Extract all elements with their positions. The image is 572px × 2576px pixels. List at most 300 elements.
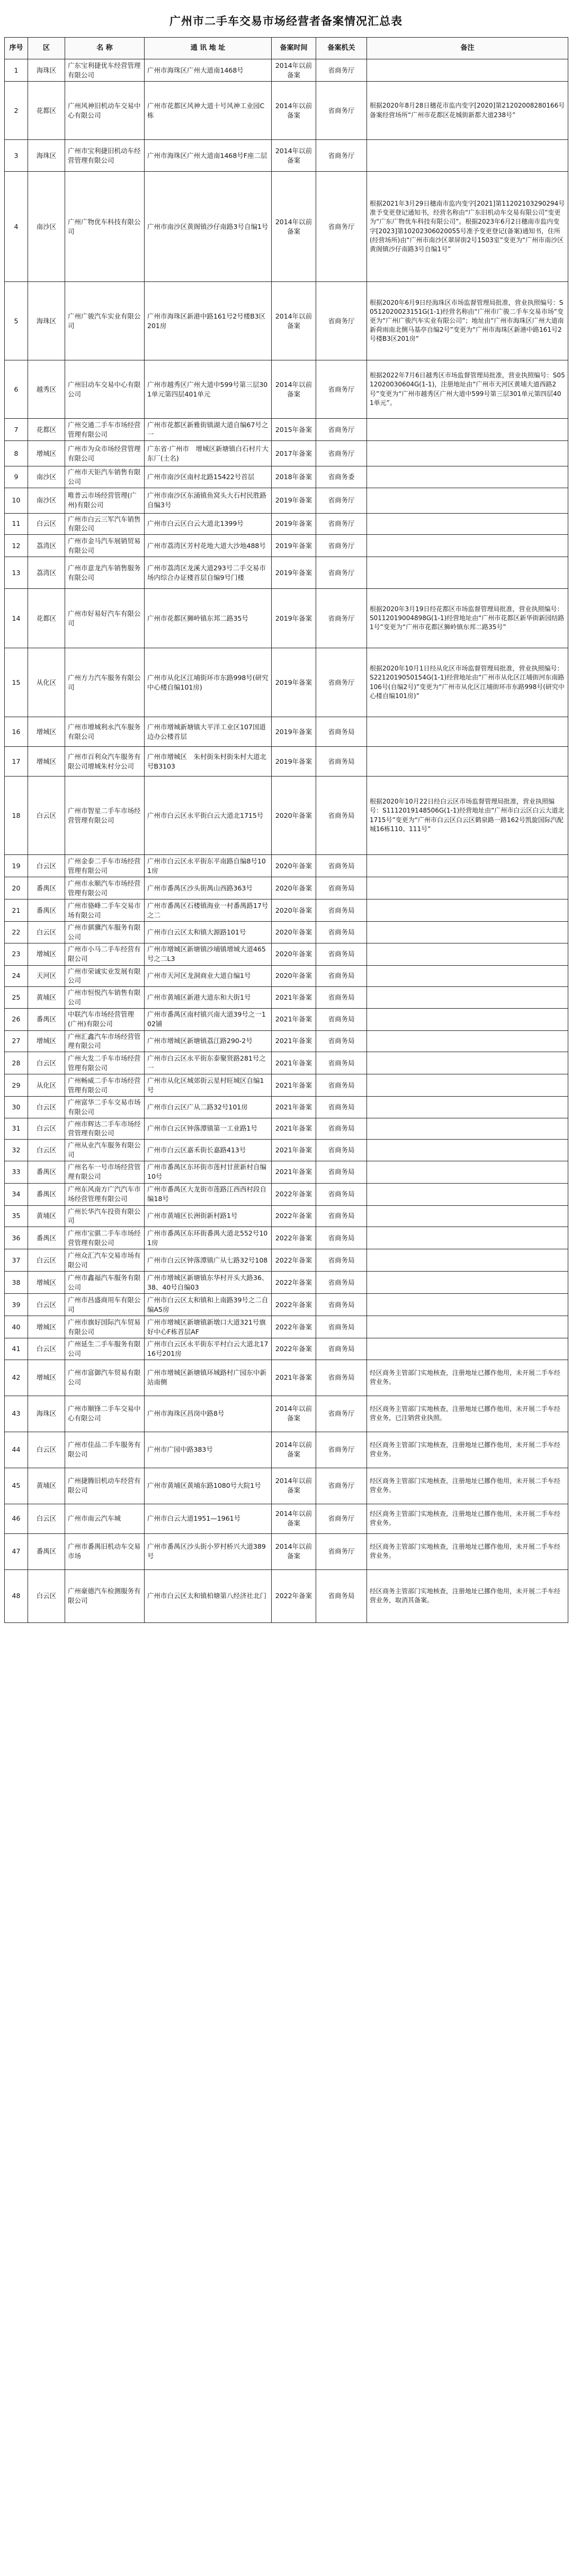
row-agency: 省商务厅 [316,282,367,360]
row-name: 广州市百利众汽车服务有限公司增城朱村分公司 [65,747,145,777]
row-agency: 省商务局 [316,965,367,987]
row-name: 广州市骐骥汽车服务有限公司 [65,922,145,943]
row-number: 11 [5,513,28,535]
row-address: 广州市白云区太和镇和上南路39号之二自编A5房 [145,1294,272,1316]
row-agency: 省商务局 [316,899,367,922]
row-number: 46 [5,1504,28,1533]
row-remark: 根据2022年7月6日越秀区市场监督管理局批准，营业执照编号：S0512020030604G(1-1)，注册地址由“广州市天河区黄埔大道西路2号”变更为“广州市越秀区广州大道中599号第三层301单元第四层401单元”。 [367,360,568,419]
row-address: 广州市白云区永平街白云大道北1715号 [145,777,272,855]
row-time: 2020年备案 [272,899,316,922]
row-name: 广州名车一号市场经营管理有限公司 [65,1161,145,1183]
row-district: 南沙区 [28,172,65,282]
row-number: 48 [5,1569,28,1622]
row-district: 增城区 [28,717,65,747]
header-district: 区 [28,38,65,59]
row-address: 广州市番禺区南村镇兴南大道39号之一102铺 [145,1008,272,1030]
row-remark [367,1052,568,1074]
row-remark: 经区商务主管部门实地核查，注册地址已挪作他用，未开展二手车经营业务，已注销营业执照。 [367,1396,568,1432]
row-number: 17 [5,747,28,777]
row-name: 唯普云市场经营管理(广州)有限公司 [65,488,145,513]
row-name: 广州市昌盛商用车有限公司 [65,1294,145,1316]
row-remark: 根据2020年10月22日经白云区市场监督管理局批准，营业执照编号：S1112019148506G(1-1)经营地址由“广州市白云区白云大道北1715号”变更为“广州市白云区白云区鹤泉路一路162号凯旋国际汽配城16栋110、111号” [367,777,568,855]
row-address: 广州市海珠区广州大道南1468号F座二层 [145,140,272,172]
row-district: 白云区 [28,1504,65,1533]
row-time: 2021年备案 [272,1074,316,1097]
row-address: 广州市花都区新雅街镇湖大道自编67号之一 [145,419,272,441]
row-address: 广州市白云区白云大道北1399号 [145,513,272,535]
table-row [5,899,568,922]
row-agency: 省商务厅 [316,441,367,466]
row-agency: 省商务局 [316,1249,367,1272]
row-address: 广州市荔湾区龙溪大道293号二手交易市场内综合办证楼首层自编9号门楼 [145,557,272,589]
row-name: 广州市南云汽车城 [65,1504,145,1533]
row-remark [367,1316,568,1338]
row-time: 2022年备案 [272,1294,316,1316]
row-agency: 省商务局 [316,987,367,1009]
row-address: 广东省·广州市 增城区新塘镇白石村片大东厂(土名) [145,441,272,466]
row-district: 从化区 [28,1074,65,1097]
row-remark [367,1030,568,1052]
table-row [5,466,568,488]
row-agency: 省商务局 [316,1097,367,1118]
row-address: 广州市白云区太和镇大源路101号 [145,922,272,943]
table-row [5,943,568,965]
row-address: 广州市从化区江埔街环市东路998号(研究中心楼自编101房) [145,648,272,717]
row-district: 增城区 [28,1030,65,1052]
row-name: 广东宝利捷优车经营管理有限公司 [65,59,145,82]
row-number: 7 [5,419,28,441]
row-agency: 省商务局 [316,855,367,877]
row-district: 黄埔区 [28,1205,65,1227]
row-name: 广州方力汽车服务有限公司 [65,648,145,717]
row-remark: 经区商务主管部门实地核查，注册地址已挪作他用，未开展二手车经营业务。 [367,1360,568,1396]
row-name: 广州市宝骐二手车市场经营管理有限公司 [65,1227,145,1249]
row-number: 43 [5,1396,28,1432]
header-name: 名 称 [65,38,145,59]
row-agency: 省商务厅 [316,1432,367,1468]
row-time: 2019年备案 [272,648,316,717]
row-address: 广州市增城新塘镇大平洋工业区107国道边办公楼首层 [145,717,272,747]
row-number: 15 [5,648,28,717]
row-remark [367,717,568,747]
row-address: 广州市荔湾区芳村花地大道大沙地488号 [145,535,272,557]
row-name: 广州风神旧机动车交易中心有限公司 [65,82,145,140]
row-name: 广州富华二手车交易市场有限公司 [65,1097,145,1118]
row-agency: 省商务局 [316,1140,367,1161]
row-time: 2014年以前备案 [272,82,316,140]
row-time: 2014年以前备案 [272,360,316,419]
row-district: 增城区 [28,1316,65,1338]
row-remark: 根据2020年8月28日穗花市监内变字[2020]第21202008280166号备案经营场所“广州市花都区花城街新都大道238号” [367,82,568,140]
row-district: 白云区 [28,1569,65,1622]
row-remark [367,441,568,466]
row-remark [367,1227,568,1249]
row-district: 花都区 [28,589,65,648]
row-district: 白云区 [28,513,65,535]
row-number: 32 [5,1140,28,1161]
row-agency: 省商务局 [316,922,367,943]
row-name: 广州东风南方广汽汽车市场经营管理有限公司 [65,1183,145,1205]
row-address: 广州市白云区钟落潭镇广从七路32号108 [145,1249,272,1272]
row-name: 广州市意龙汽车销售服务有限公司 [65,557,145,589]
row-agency: 省商务厅 [316,140,367,172]
row-name: 广州畅威二手车市场经营管理有限公司 [65,1074,145,1097]
row-remark [367,557,568,589]
table-row [5,717,568,747]
row-district: 南沙区 [28,488,65,513]
row-agency: 省商务局 [316,1074,367,1097]
row-remark [367,1272,568,1294]
row-number: 27 [5,1030,28,1052]
table-row [5,1360,568,1396]
row-address: 广州市增城区新塘镇新墩口大道321号旗好中心F栋首层AF [145,1316,272,1338]
header-no: 序号 [5,38,28,59]
row-agency: 省商务厅 [316,513,367,535]
table-body [5,59,568,1623]
row-time: 2014年以前备案 [272,282,316,360]
header-agency: 备案机关 [316,38,367,59]
row-address: 广州市花都区狮岭镇东邦二路35号 [145,589,272,648]
row-time: 2021年备案 [272,1140,316,1161]
row-time: 2021年备案 [272,1052,316,1074]
table-row [5,1249,568,1272]
table-row [5,140,568,172]
row-number: 38 [5,1272,28,1294]
row-remark: 根据2021年3月29日穗南市监内变字[2021]第11202103290294号准予变更登记通知书，经营名称由“广东旧机动车交易有限公司”变更为“广东广物优车科技有限公司”。根据2023年6月2日穗南市监内变字[2023]第10202306020055号准予变更登记(备案)通知书，住所(经营场所)由“广州市南沙区翠屏街2号1503室”变更为“广州市南沙区黄阁镇沙仔南路3号自编1号” [367,172,568,282]
row-remark [367,513,568,535]
row-address: 广州市海珠区广州大道南1468号 [145,59,272,82]
table-row [5,535,568,557]
row-address: 广州市番禺区东环街市莲村甘蔗新村自编10号 [145,1161,272,1183]
table-row [5,1183,568,1205]
row-remark [367,1294,568,1316]
row-name: 广州捷腾旧机动车经营有限公司 [65,1468,145,1504]
row-time: 2022年备案 [272,1338,316,1360]
row-district: 增城区 [28,1360,65,1396]
row-address: 广州市花都区风神大道十号风神工业园C栋 [145,82,272,140]
row-agency: 省商务局 [316,1183,367,1205]
table-row [5,1316,568,1338]
row-agency: 省商务局 [316,777,367,855]
row-district: 增城区 [28,441,65,466]
row-name: 广州市白云三军汽车销售有限公司 [65,513,145,535]
row-district: 黄埔区 [28,1468,65,1504]
row-district: 白云区 [28,855,65,877]
row-agency: 省商务局 [316,877,367,899]
row-name: 广州市辉达二手车市场经营管理有限公司 [65,1118,145,1140]
row-agency: 省商务厅 [316,1504,367,1533]
row-district: 白云区 [28,777,65,855]
table-row [5,360,568,419]
row-number: 18 [5,777,28,855]
row-name: 广州市佳品二手车服务有限公司 [65,1432,145,1468]
row-time: 2020年备案 [272,855,316,877]
row-district: 海珠区 [28,140,65,172]
row-address: 广州市增城区新塘镇荔江路290-2号 [145,1030,272,1052]
row-time: 2021年备案 [272,1118,316,1140]
row-remark [367,1205,568,1227]
row-number: 37 [5,1249,28,1272]
row-number: 22 [5,922,28,943]
row-name: 广州市为众市场经营管理有限公司 [65,441,145,466]
row-name: 广州市鑫福汽车服务有限公司 [65,1272,145,1294]
table-row [5,1008,568,1030]
row-remark [367,747,568,777]
row-time: 2022年备案 [272,1569,316,1622]
document-title: 广州市二手车交易市场经营者备案情况汇总表 [169,15,403,28]
table-row [5,1052,568,1074]
row-number: 42 [5,1360,28,1396]
row-address: 广州市南沙区黄阁镇沙仔南路3号自编1号 [145,172,272,282]
row-remark: 根据2020年3月19日经花都区市场监督管理局批准，营业执照编号：S0112019004898G(1-1)经营地址由“广州市花都区新华街新园结路1号”变更为“广州市花都区狮岭镇东邦二路35号” [367,589,568,648]
row-name: 广州延生二手车服务有限公司 [65,1338,145,1360]
table-row [5,1140,568,1161]
row-remark [367,140,568,172]
row-remark [367,965,568,987]
row-time: 2018年备案 [272,466,316,488]
row-time: 2021年备案 [272,1161,316,1183]
row-address: 广州市增城区新塘镇环城路村广园东中新站南侧 [145,1360,272,1396]
row-remark [367,899,568,922]
table-row [5,1504,568,1533]
row-address: 广州市白云大道1951—1961号 [145,1504,272,1533]
row-agency: 省商务局 [316,1316,367,1338]
row-agency: 省商务厅 [316,172,367,282]
row-number: 3 [5,140,28,172]
row-time: 2014年以前备案 [272,1396,316,1432]
row-agency: 省商务厅 [316,589,367,648]
row-number: 2 [5,82,28,140]
table-row [5,855,568,877]
row-number: 14 [5,589,28,648]
row-remark [367,1074,568,1097]
row-district: 花都区 [28,419,65,441]
row-number: 33 [5,1161,28,1183]
row-number: 21 [5,899,28,922]
row-district: 番禺区 [28,1183,65,1205]
row-number: 4 [5,172,28,282]
row-remark [367,419,568,441]
row-remark [367,877,568,899]
row-remark [367,1097,568,1118]
row-district: 白云区 [28,1294,65,1316]
row-address: 广州市番禺区东环街番禺大道北552号101房 [145,1227,272,1249]
row-remark [367,987,568,1009]
row-name: 广州市天钜汽车销售有限公司 [65,466,145,488]
row-number: 1 [5,59,28,82]
row-time: 2022年备案 [272,1183,316,1205]
table-row [5,987,568,1009]
row-district: 越秀区 [28,360,65,419]
row-name: 广州市好易好汽车有限公司 [65,589,145,648]
row-number: 31 [5,1118,28,1140]
row-district: 南沙区 [28,466,65,488]
table-row [5,1272,568,1294]
row-number: 9 [5,466,28,488]
row-name: 广州交通二手车市场经营管理有限公司 [65,419,145,441]
row-number: 19 [5,855,28,877]
row-name: 广州市智星二手车市场经营管理有限公司 [65,777,145,855]
row-time: 2021年备案 [272,987,316,1009]
row-remark [367,1140,568,1161]
table-row [5,589,568,648]
table-row [5,282,568,360]
row-number: 36 [5,1227,28,1249]
row-address: 广州市增城区新塘镇沙埔镇增城大道465号之二L3 [145,943,272,965]
row-district: 花都区 [28,82,65,140]
table-row [5,441,568,466]
table-row [5,513,568,535]
row-district: 番禺区 [28,877,65,899]
row-number: 10 [5,488,28,513]
row-number: 47 [5,1533,28,1569]
table-row [5,1338,568,1360]
table-header-row [5,38,568,59]
row-number: 12 [5,535,28,557]
row-district: 白云区 [28,1249,65,1272]
table-row [5,1468,568,1504]
row-agency: 省商务厅 [316,1533,367,1569]
row-district: 白云区 [28,1432,65,1468]
row-address: 广州市从化区城郊街云星村旺城区自编1号 [145,1074,272,1097]
row-address: 广州市番禺区大龙街市莲路江西西村段自编18号 [145,1183,272,1205]
row-time: 2019年备案 [272,488,316,513]
table-row [5,1533,568,1569]
row-time: 2014年以前备案 [272,1504,316,1533]
row-time: 2022年备案 [272,1205,316,1227]
row-district: 白云区 [28,1118,65,1140]
row-number: 5 [5,282,28,360]
row-district: 荔湾区 [28,535,65,557]
row-agency: 省商务厅 [316,488,367,513]
row-time: 2015年备案 [272,419,316,441]
row-agency: 省商务局 [316,717,367,747]
row-time: 2014年以前备案 [272,172,316,282]
row-name: 广州市番禺旧机动车交易市场 [65,1533,145,1569]
row-name: 中联汽车市场经营管理(广州)有限公司 [65,1008,145,1030]
row-remark [367,1161,568,1183]
row-district: 增城区 [28,1272,65,1294]
row-remark: 根据2020年10月1日经从化区市场监督管理局批准，营业执照编号：S2212019050154G(1-1)经营地址由“广州市从化区江埔街河东南路106号(自编2号)”变更为“广州市从化区江埔街环市东路998号(研究中心楼自编101房)” [367,648,568,717]
table-row [5,1227,568,1249]
row-agency: 省商务局 [316,1272,367,1294]
row-agency: 省商务局 [316,1052,367,1074]
table-row [5,1030,568,1052]
row-name: 广州金泰二手车市场经营管理有限公司 [65,855,145,877]
table-row [5,1118,568,1140]
row-name: 广州市永顺汽车市场经营管理有限公司 [65,877,145,899]
row-address: 广州市广园中路383号 [145,1432,272,1468]
row-district: 白云区 [28,1052,65,1074]
row-time: 2022年备案 [272,1227,316,1249]
row-agency: 省商务厅 [316,535,367,557]
row-remark: 经区商务主管部门实地核查，注册地址已挪作他用，未开展二手车经营业务。 [367,1468,568,1504]
row-number: 28 [5,1052,28,1074]
row-name: 广州从业汽车服务有限公司 [65,1140,145,1161]
row-number: 40 [5,1316,28,1338]
row-address: 广州市白云区永平街东平村白云大道北1716号201房 [145,1338,272,1360]
table-row [5,488,568,513]
row-time: 2017年备案 [272,441,316,466]
row-name: 广州市增城利永汽车服务有限公司 [65,717,145,747]
row-address: 广州市越秀区广州大道中599号第三层301单元第四层401单元 [145,360,272,419]
row-district: 黄埔区 [28,987,65,1009]
row-agency: 省商务厅 [316,1396,367,1432]
row-time: 2019年备案 [272,717,316,747]
row-number: 35 [5,1205,28,1227]
row-name: 广州汇鑫汽车市场经营管理有限公司 [65,1030,145,1052]
header-address: 通 讯 地 址 [145,38,272,59]
row-remark [367,1249,568,1272]
row-name: 广州广骏汽车实业有限公司 [65,282,145,360]
table-row [5,557,568,589]
row-number: 20 [5,877,28,899]
row-number: 29 [5,1074,28,1097]
row-name: 广州市骆峰二手车交易市场有限公司 [65,899,145,922]
row-time: 2020年备案 [272,922,316,943]
table-row [5,1074,568,1097]
table-row [5,747,568,777]
row-time: 2022年备案 [272,1316,316,1338]
row-remark [367,59,568,82]
row-district: 白云区 [28,1097,65,1118]
table-row [5,877,568,899]
row-remark [367,1183,568,1205]
table-row [5,172,568,282]
row-number: 16 [5,717,28,747]
row-remark [367,855,568,877]
row-agency: 省商务局 [316,1360,367,1396]
row-agency: 省商务局 [316,1161,367,1183]
table-row [5,1205,568,1227]
row-agency: 省商务局 [316,1008,367,1030]
row-name: 广州旧动车交易中心有限公司 [65,360,145,419]
row-address: 广州市番禺区石楼镇海业一村番禺路17号之二 [145,899,272,922]
row-time: 2020年备案 [272,943,316,965]
row-agency: 省商务厅 [316,59,367,82]
table-row [5,1161,568,1183]
row-number: 23 [5,943,28,965]
table-row [5,922,568,943]
row-district: 番禺区 [28,1161,65,1183]
table-row [5,1294,568,1316]
row-agency: 省商务厅 [316,82,367,140]
row-name: 广州广物优车科技有限公司 [65,172,145,282]
row-remark [367,1008,568,1030]
row-address: 广州市黄埔区长洲街新村路1号 [145,1205,272,1227]
row-time: 2014年以前备案 [272,1468,316,1504]
table-row [5,1097,568,1118]
row-district: 白云区 [28,1338,65,1360]
row-time: 2014年以前备案 [272,1533,316,1569]
row-remark: 经区商务主管部门实地核查，注册地址已挪作他用，未开展二手车经营业务，取消其备案。 [367,1569,568,1622]
row-address: 广州市白云区广从二路32号101房 [145,1097,272,1118]
row-time: 2020年备案 [272,777,316,855]
row-number: 45 [5,1468,28,1504]
row-remark [367,943,568,965]
row-remark [367,1338,568,1360]
row-time: 2021年备案 [272,1030,316,1052]
header-remark: 备注 [367,38,568,59]
row-time: 2022年备案 [272,1249,316,1272]
row-remark [367,1118,568,1140]
table-row [5,1569,568,1622]
table-row [5,648,568,717]
row-time: 2022年备案 [272,1272,316,1294]
row-time: 2021年备案 [272,1097,316,1118]
row-agency: 省商务局 [316,1569,367,1622]
row-address: 广州市海珠区新港中路161号2号楼B3区201房 [145,282,272,360]
